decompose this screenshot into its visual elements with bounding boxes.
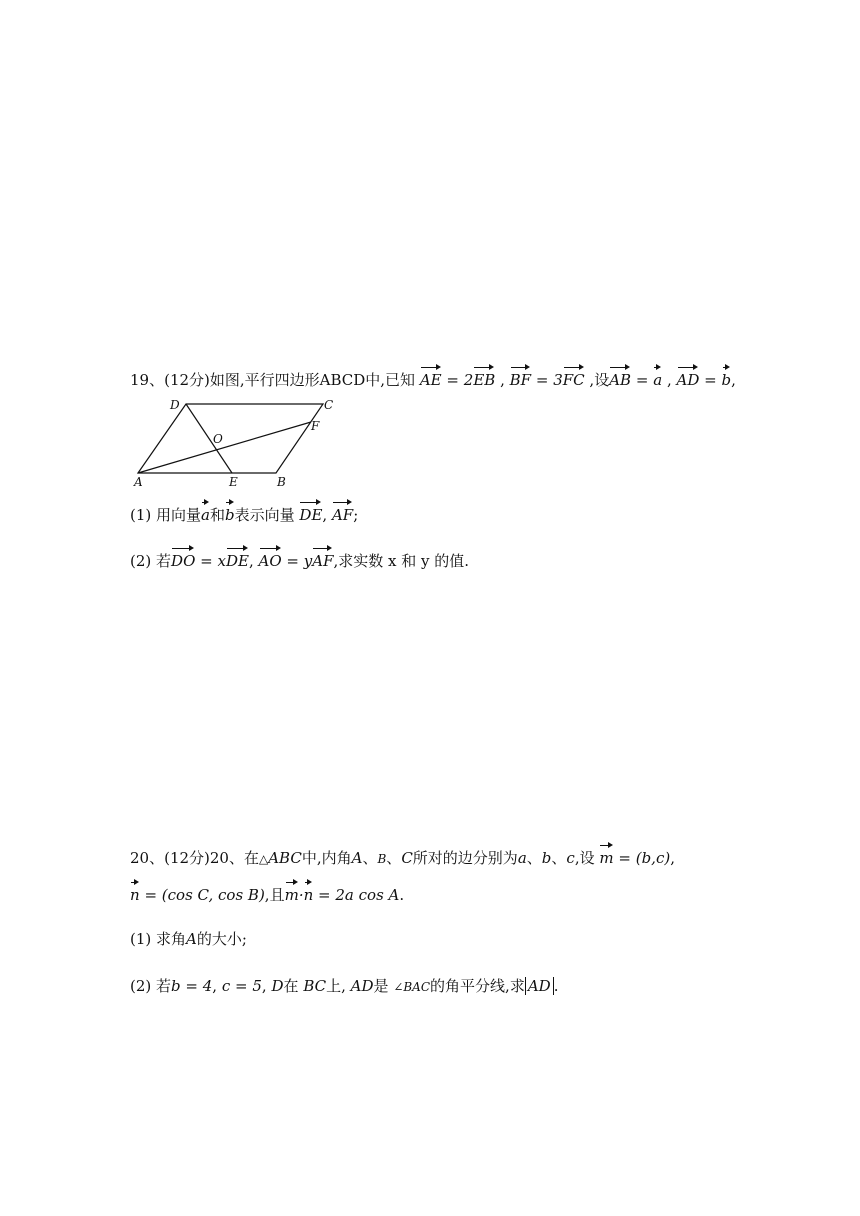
text: 表示向量 [234, 506, 295, 524]
vector-AF: AF [312, 546, 333, 572]
vector-AB: AB [609, 365, 631, 391]
end: . [399, 886, 405, 904]
text: 上, [326, 977, 346, 995]
vector-m: m [599, 843, 613, 869]
text: 的角平分线,求 [430, 977, 525, 995]
vector-AD: AD [677, 365, 700, 391]
vector-EB: EB [473, 365, 495, 391]
vector-DE: DE [299, 500, 322, 526]
label-E: E [229, 475, 238, 489]
sep: 、 [386, 849, 402, 867]
segment-AF [138, 422, 311, 473]
m-value: = (b,c) [618, 849, 671, 867]
sep: 、 [362, 849, 378, 867]
vector-m: m [285, 880, 299, 906]
label-F: F [311, 419, 320, 433]
eq-3: = 3 [535, 371, 563, 389]
sep: , [261, 977, 267, 995]
abs-AD: AD [525, 977, 554, 995]
eq-2: = 2 [446, 371, 474, 389]
text: 在 [283, 977, 299, 995]
segment-DE [186, 404, 232, 473]
eq: = [704, 371, 717, 389]
label-A: A [134, 475, 143, 489]
vector-n: n [304, 880, 314, 906]
q20-statement-line2 [130, 880, 404, 906]
dot: · [298, 886, 304, 904]
vector-DE: DE [226, 546, 249, 572]
q20-part2 [130, 975, 558, 998]
side-c: c [566, 849, 575, 867]
vector-b: b [722, 365, 732, 391]
vector-a: a [653, 365, 662, 391]
c-value: c = 5 [221, 977, 262, 995]
sep: 、 [551, 849, 567, 867]
q19-statement [130, 365, 736, 391]
q20-statement-line1 [130, 843, 675, 870]
sep: , [212, 977, 218, 995]
vector-AF: AF [332, 500, 353, 526]
part-number: (1) [130, 930, 152, 948]
part-number: (1) [130, 506, 152, 524]
equation: = 2a cos A [318, 886, 400, 904]
q20-prefix: 20、(12分)20、在 [130, 849, 259, 867]
sep: , [666, 371, 672, 389]
text: ,设 [574, 849, 595, 867]
vector-BF: BF [510, 365, 531, 391]
segment-BC: BC [303, 977, 327, 995]
end: ; [353, 506, 359, 524]
label-C: C [324, 398, 334, 412]
text: 中,内角 [301, 849, 352, 867]
n-value: = (cos C, cos B) [144, 886, 265, 904]
segment-AD: AD [350, 977, 374, 995]
eq-x: = x [200, 552, 226, 570]
set-text: ,设 [589, 371, 610, 389]
text: ,求实数 x 和 y 的值. [333, 552, 470, 570]
angle-A: A [186, 930, 197, 948]
eq-y: = y [286, 552, 313, 570]
triangle-symbol: △ [258, 852, 269, 866]
vector-b: b [225, 500, 235, 526]
text: 用向量 [156, 506, 202, 524]
label-D: D [170, 398, 180, 412]
vector-a: a [201, 500, 210, 526]
side-a: a [517, 849, 527, 867]
sep: , [322, 506, 328, 524]
part-number: (2) [130, 552, 152, 570]
label-O: O [213, 432, 223, 446]
angle-C: C [401, 849, 413, 867]
text: 求角 [156, 930, 187, 948]
label-B: B [277, 475, 286, 489]
angle-B: B [377, 852, 387, 866]
q19-part1 [130, 500, 358, 526]
q20-part1 [130, 928, 247, 950]
text: 若 [156, 977, 172, 995]
text: 和 [210, 506, 226, 524]
text: 所对的边分别为 [412, 849, 518, 867]
angle-BAC: ∠BAC [393, 980, 431, 994]
vector-AO: AO [259, 546, 282, 572]
vector-AE: AE [420, 365, 442, 391]
point-D: D [271, 977, 284, 995]
sep: , [248, 552, 254, 570]
eq: = [635, 371, 649, 389]
sep: 、 [526, 849, 542, 867]
text: ,且 [264, 886, 285, 904]
triangle-ABC: ABC [268, 849, 302, 867]
end: , [731, 371, 736, 389]
parallelogram-ABCD [138, 404, 323, 473]
text: 若 [156, 552, 172, 570]
end: , [670, 849, 675, 867]
q19-prefix: 19、(12分)如图,平行四边形ABCD中,已知 [130, 371, 416, 389]
b-value: b = 4 [171, 977, 213, 995]
end: . [553, 977, 559, 995]
q19-part2 [130, 546, 469, 572]
text: 的大小; [196, 930, 247, 948]
part-number: (2) [130, 977, 152, 995]
side-b: b [541, 849, 552, 867]
text: 是 [373, 977, 389, 995]
vector-n: n [130, 880, 140, 906]
parallelogram-figure [128, 394, 338, 492]
vector-DO: DO [171, 546, 195, 572]
vector-FC: FC [563, 365, 585, 391]
angle-A: A [351, 849, 363, 867]
sep: , [500, 371, 505, 389]
